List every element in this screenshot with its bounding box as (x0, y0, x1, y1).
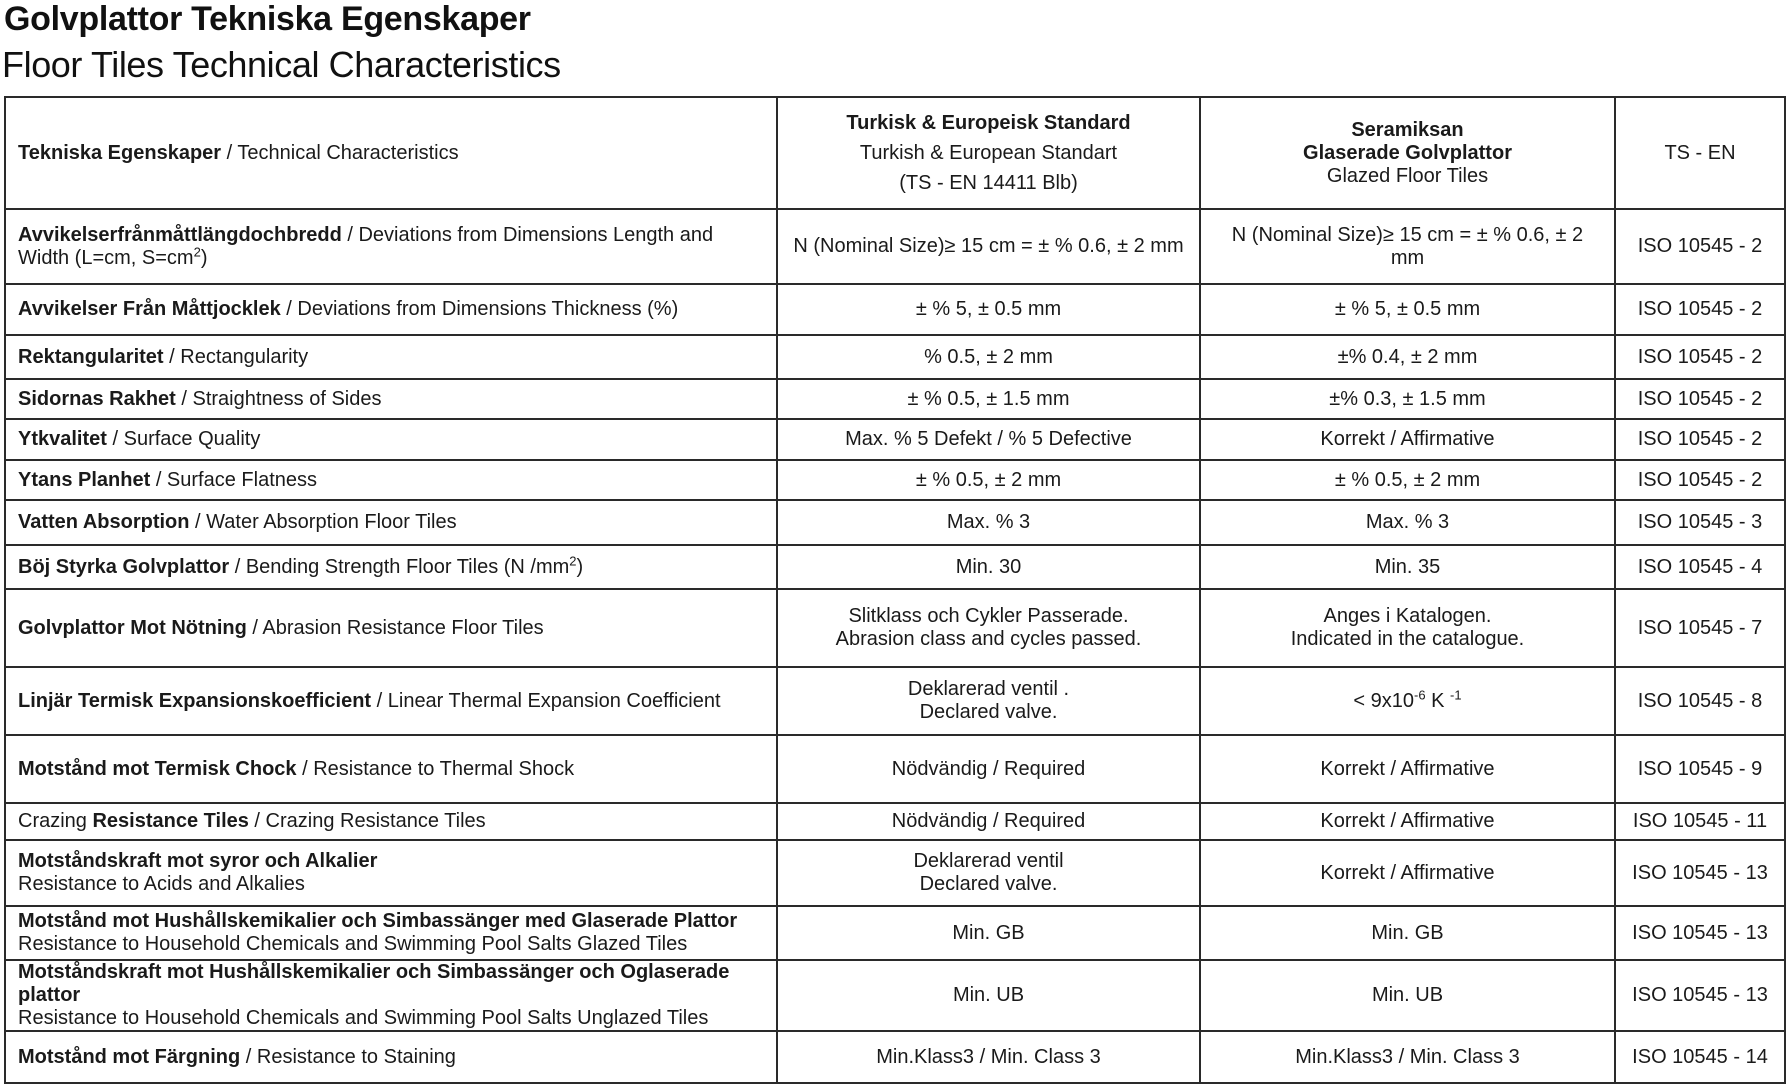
table-row (5, 460, 1785, 500)
row-glazed-value: Korrekt / Affirmative (1200, 419, 1615, 460)
row-characteristic: Motstånd mot Färgning / Resistance to Staining (5, 1031, 777, 1083)
row-characteristic: Sidornas Rakhet / Straightness of Sides (5, 379, 777, 419)
row-characteristic: Golvplattor Mot Nötning / Abrasion Resistance Floor Tiles (5, 589, 777, 667)
header-standard: Turkisk & Europeisk Standard Turkish & European Standart (TS - EN 14411 Blb) (777, 97, 1200, 209)
row-characteristic: Linjär Termisk Expansionskoefficient / Linear Thermal Expansion Coefficient (5, 667, 777, 735)
row-glazed-value: Max. % 3 (1200, 500, 1615, 545)
row-glazed-value: ±% 0.3, ± 1.5 mm (1200, 379, 1615, 419)
row-glazed-value: < $9x10^{-6}$ K $^{-1}$ (1200, 667, 1615, 735)
row-standard-value: ± % 0.5, ± 2 mm (777, 460, 1200, 500)
page-title-swedish: Golvplattor Tekniska Egenskaper (4, 0, 531, 38)
header-characteristic: Tekniska Egenskaper / Technical Characteristics (5, 97, 777, 209)
row-characteristic: Motståndskraft mot Hushållskemikalier och Simbassänger och Oglaserade plattor Resistance to Household Chemicals and Swimming Pool Salts Unglazed Tiles (5, 960, 777, 1031)
row-characteristic: Ytkvalitet / Surface Quality (5, 419, 777, 460)
header-glazed: Seramiksan Glaserade Golvplattor Glazed Floor Tiles (1200, 97, 1615, 209)
row-characteristic: Böj Styrka Golvplattor / Bending Strength Floor Tiles (N $/mm^2$) (5, 545, 777, 589)
row-iso-reference: ISO 10545 - 8 (1615, 667, 1785, 735)
row-standard-value: Nödvändig / Required (777, 803, 1200, 840)
table-row (5, 960, 1785, 1031)
row-glazed-value: Korrekt / Affirmative (1200, 735, 1615, 803)
row-standard-value: Min. GB (777, 906, 1200, 960)
row-glazed-value: Korrekt / Affirmative (1200, 803, 1615, 840)
row-characteristic: Ytans Planhet / Surface Flatness (5, 460, 777, 500)
row-iso-reference: ISO 10545 - 7 (1615, 589, 1785, 667)
table-row (5, 379, 1785, 419)
table-header-row (5, 97, 1785, 209)
row-iso-reference: ISO 10545 - 4 (1615, 545, 1785, 589)
row-characteristic: Motstånd mot Hushållskemikalier och Simbassänger med Glaserade Plattor Resistance to Household Chemicals and Swimming Pool Salts Glazed Tiles (5, 906, 777, 960)
row-glazed-value: ± % 0.5, ± 2 mm (1200, 460, 1615, 500)
row-characteristic: Motståndskraft mot syror och Alkalier Resistance to Acids and Alkalies (5, 840, 777, 906)
row-characteristic: Avvikelserfrånmåttlängdochbredd / Deviations from Dimensions Length and Width (L=cm, $S=cm^2$) (5, 209, 777, 284)
table-row (5, 500, 1785, 545)
row-iso-reference: ISO 10545 - 2 (1615, 419, 1785, 460)
table-row (5, 209, 1785, 284)
row-glazed-value: Min. UB (1200, 960, 1615, 1031)
row-glazed-value: Anges i Katalogen. Indicated in the catalogue. (1200, 589, 1615, 667)
row-iso-reference: ISO 10545 - 14 (1615, 1031, 1785, 1083)
row-characteristic: Vatten Absorption / Water Absorption Floor Tiles (5, 500, 777, 545)
row-standard-value: Max. % 3 (777, 500, 1200, 545)
row-standard-value: ± % 0.5, ± 1.5 mm (777, 379, 1200, 419)
row-glazed-value: ± % 5, ± 0.5 mm (1200, 284, 1615, 335)
row-characteristic: Crazing Resistance Tiles / Crazing Resistance Tiles (5, 803, 777, 840)
row-iso-reference: ISO 10545 - 2 (1615, 209, 1785, 284)
table-row (5, 1031, 1785, 1083)
row-glazed-value: ±% 0.4, ± 2 mm (1200, 335, 1615, 379)
row-standard-value: ± % 5, ± 0.5 mm (777, 284, 1200, 335)
row-standard-value: Min. UB (777, 960, 1200, 1031)
table-row (5, 735, 1785, 803)
row-standard-value: % 0.5, ± 2 mm (777, 335, 1200, 379)
row-iso-reference: ISO 10545 - 2 (1615, 379, 1785, 419)
table-row (5, 335, 1785, 379)
row-iso-reference: ISO 10545 - 2 (1615, 335, 1785, 379)
row-glazed-value: N (Nominal Size)≥ 15 cm = ± % 0.6, ± 2 mm (1200, 209, 1615, 284)
table-row (5, 840, 1785, 906)
row-standard-value: Max. % 5 Defekt / % 5 Defective (777, 419, 1200, 460)
row-standard-value: N (Nominal Size)≥ 15 cm = ± % 0.6, ± 2 mm (777, 209, 1200, 284)
table-row (5, 803, 1785, 840)
row-standard-value: Nödvändig / Required (777, 735, 1200, 803)
row-iso-reference: ISO 10545 - 9 (1615, 735, 1785, 803)
row-glazed-value: Min. 35 (1200, 545, 1615, 589)
row-standard-value: Deklarerad ventil Declared valve. (777, 840, 1200, 906)
row-glazed-value: Korrekt / Affirmative (1200, 840, 1615, 906)
page-title-english: Floor Tiles Technical Characteristics (2, 44, 561, 85)
table-row (5, 589, 1785, 667)
table-row (5, 284, 1785, 335)
row-standard-value: Min.Klass3 / Min. Class 3 (777, 1031, 1200, 1083)
table-row (5, 419, 1785, 460)
header-ts-en: TS - EN (1615, 97, 1785, 209)
row-characteristic: Rektangularitet / Rectangularity (5, 335, 777, 379)
row-standard-value: Min. 30 (777, 545, 1200, 589)
row-standard-value: Deklarerad ventil . Declared valve. (777, 667, 1200, 735)
row-iso-reference: ISO 10545 - 2 (1615, 284, 1785, 335)
table-row (5, 545, 1785, 589)
row-glazed-value: Min. GB (1200, 906, 1615, 960)
row-iso-reference: ISO 10545 - 13 (1615, 840, 1785, 906)
table-row (5, 906, 1785, 960)
row-iso-reference: ISO 10545 - 3 (1615, 500, 1785, 545)
row-iso-reference: ISO 10545 - 13 (1615, 906, 1785, 960)
row-characteristic: Motstånd mot Termisk Chock / Resistance to Thermal Shock (5, 735, 777, 803)
row-iso-reference: ISO 10545 - 2 (1615, 460, 1785, 500)
row-standard-value: Slitklass och Cykler Passerade. Abrasion class and cycles passed. (777, 589, 1200, 667)
row-characteristic: Avvikelser Från Måttjocklek / Deviations from Dimensions Thickness (%) (5, 284, 777, 335)
technical-characteristics-table (4, 96, 1786, 1084)
row-iso-reference: ISO 10545 - 11 (1615, 803, 1785, 840)
table-row (5, 667, 1785, 735)
row-glazed-value: Min.Klass3 / Min. Class 3 (1200, 1031, 1615, 1083)
row-iso-reference: ISO 10545 - 13 (1615, 960, 1785, 1031)
